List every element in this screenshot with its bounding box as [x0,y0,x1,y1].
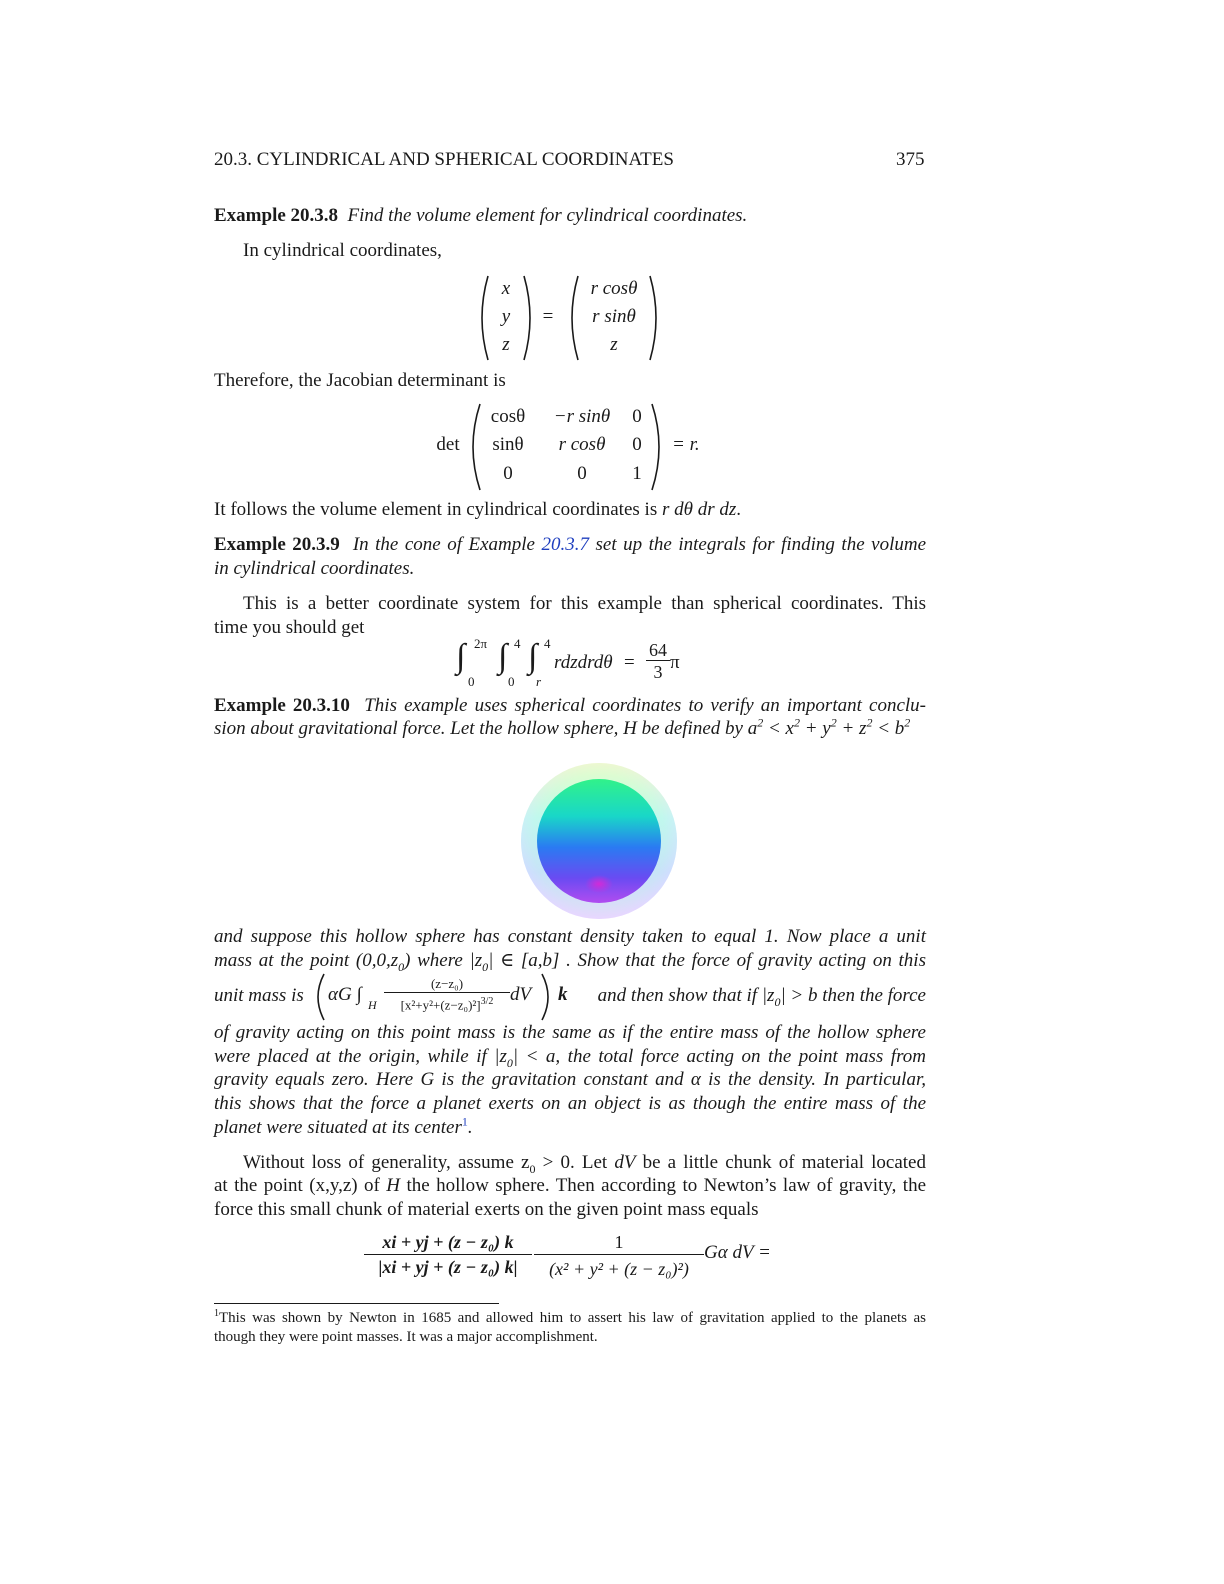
integral-lower-limit: 0 [468,674,475,689]
example-10-line1: This example uses spherical coordinates to verify an important conclu- [364,695,927,716]
integral-sign: ∫ [528,638,538,675]
exponent: 2 [793,715,800,730]
magnitude-numerator: 1 [534,1230,704,1255]
coordinate-vector-equation [476,274,676,362]
example-10-line5 [214,1045,926,1069]
exponent: 2 [830,715,837,730]
example-8-label: Example 20.3.8 [214,205,339,226]
conclusion-period: . [736,499,741,520]
example-9-statement-a: In the cone of Example [352,534,542,555]
vector-y: y [501,306,511,327]
result-fraction [646,640,670,683]
det-cell: 0 [503,463,513,484]
vector-rsin: r sinθ [592,306,636,327]
origin-condition: | < a, the total force acting on the point mass from [512,1046,926,1067]
body-text: be a little chunk of material located [635,1152,926,1173]
body-text: the hollow sphere. Then according to Newton’s law of gravity, the [400,1175,926,1196]
inequality-part: + z [836,718,867,739]
equals-sign: = [542,306,554,327]
example-9-heading [214,533,926,557]
vector-x: x [501,278,511,299]
equals-sign: = [624,652,635,673]
example-9-label: Example 20.3.9 [214,534,340,555]
example-link-20-3-7[interactable]: 20.3.7 [541,534,589,555]
body-text: > 0. Let [535,1152,615,1173]
inequality-part: < b [872,718,905,739]
unit-mass-condition [574,984,926,1008]
triple-integral [456,636,706,692]
dv-term: dV [614,1152,636,1173]
integrand-denominator: [x²+y²+(z−z₀)²] [400,997,481,1013]
integrand-power: 3/2 [480,996,494,1007]
det-cell: 0 [632,406,642,427]
body-text: Without loss of generality, assume z [243,1152,530,1173]
hollow-sphere-figure [520,762,678,920]
example-9-body-line1: This is a better coordinate system for this example than spherical coordinates. This [243,593,926,614]
det-cell: −r sinθ [553,406,611,427]
subscript: 0 [398,959,405,974]
example-8-intro: In cylindrical coordinates, [243,240,442,261]
result-numerator: 64 [646,640,670,661]
det-cell: 0 [632,434,642,455]
integral-sign: ∫ [456,638,466,675]
direction-fraction [364,1230,532,1279]
det-cell: r cosθ [558,434,606,455]
footnote-line1 [214,1309,926,1328]
conclusion-text: It follows the volume element in cylindrical coordinates is [214,499,662,520]
point-mass-text: ) where |z [404,950,483,971]
footnote-text: This was shown by Newton in 1685 and allowed him to assert his law of gravitation applied to the planets as [219,1310,926,1326]
condition-text: | > b then the force [780,985,926,1006]
alpha-g-integral: αG ∫ [328,984,362,1005]
hollow-sphere-definition: sion about gravitational force. Let the hollow sphere, H be defined by a [214,718,758,739]
newton-force-equation [364,1230,784,1296]
integral-upper-limit: 2π [474,636,488,651]
det-cell: sinθ [492,434,524,455]
magnitude-fraction [534,1230,704,1283]
integral-sign: ∫ [498,638,508,675]
footnote-mark-link[interactable]: 1 [461,1114,468,1129]
integral-upper-limit: 4 [544,636,551,651]
subscript: 0 [506,1055,513,1070]
page-number: 375 [896,149,925,170]
volume-element-conclusion [214,498,741,522]
magnitude-denominator: (x² + y² + (z − z₀)²) [549,1259,689,1279]
planet-center-text: planet were situated at its center [214,1117,462,1138]
integrand-numerator: (z−z₀) [384,976,510,993]
equation-tail: Gα dV = [704,1242,771,1263]
h-term: H [386,1175,401,1196]
example-9-statement-b: set up the integrals for finding the volume [589,534,927,555]
footnote-line2: though they were point masses. It was a major accomplishment. [214,1329,598,1345]
body-paragraph-line1 [243,1151,926,1175]
direction-denominator: |xi + yj + (z − z₀) k| [378,1257,518,1277]
jacobian-determinant [434,402,724,492]
result-denominator: 3 [653,662,663,682]
exponent: 2 [757,715,764,730]
det-cell: 1 [632,463,642,484]
running-title: 20.3. CYLINDRICAL AND SPHERICAL COORDINATES [214,149,674,170]
integral-lower-limit: r [536,674,542,689]
example-10-line7: this shows that the force a planet exerts on an object is as though the entire mass of the [214,1093,926,1114]
vector-rcos: r cosθ [590,278,638,299]
integrand: rdzdrdθ [554,652,613,673]
body-text: at the point (x,y,z) of [214,1175,387,1196]
volume-element-expression: r dθ dr dz [661,499,737,520]
example-10-after-figure-line1: and suppose this hollow sphere has constant density taken to equal 1. Now place a unit [214,926,926,947]
direction-numerator: xi + yj + (z − z₀) k [364,1230,532,1255]
period: . [467,1117,473,1138]
unit-vector-k: k [558,984,568,1005]
example-9-statement-line2: in cylindrical coordinates. [214,558,415,579]
subscript: 0 [482,959,489,974]
volume-differential: dV [510,984,532,1005]
vector-z-rhs: z [610,334,618,355]
integral-upper-limit: 4 [514,636,521,651]
unit-mass-label: unit mass is [214,985,304,1006]
det-label: det [436,434,460,455]
example-8-heading [214,204,747,228]
example-10-line2 [214,717,926,741]
det-cell: cosθ [490,406,526,427]
point-mass-text: | ∈ [a,b] . Show that the force of gravity acting on this [488,950,926,971]
inequality-part: + y [799,718,831,739]
result-pi: π [670,652,680,673]
inequality-part: < x [763,718,794,739]
footnote-mark: 1 [214,1308,219,1319]
body-paragraph-line3: force this small chunk of material exerts on the given point mass equals [214,1199,759,1220]
integral-lower-limit: 0 [508,674,515,689]
example-9-body-line2: time you should get [214,617,365,638]
subscript: 0 [774,994,781,1009]
origin-condition: were placed at the origin, while if |z [214,1046,507,1067]
example-10-label: Example 20.3.10 [214,695,350,716]
subscript: 0 [529,1161,536,1176]
exponent: 2 [904,715,911,730]
body-paragraph-line2 [214,1174,926,1198]
example-10-line8 [214,1116,473,1140]
integral-region: H [368,998,377,1012]
jacobian-intro: Therefore, the Jacobian determinant is [214,370,506,391]
integrand-fraction [384,976,510,1014]
example-8-statement: Find the volume element for cylindrical coordinates. [347,205,748,226]
det-result: = r. [672,434,700,455]
footnote-rule [214,1303,499,1304]
example-10-line6: gravity equals zero. Here G is the gravitation constant and α is the density. In particular, [214,1069,926,1090]
point-mass-location: mass at the point (0,0,z [214,950,399,971]
example-10-heading [214,694,926,718]
vector-z: z [502,334,510,355]
example-10-line4: of gravity acting on this point mass is the same as if the entire mass of the hollow sphere [214,1022,926,1043]
exponent: 2 [866,715,873,730]
det-cell: 0 [577,463,587,484]
condition-text: and then show that if |z [597,985,775,1006]
